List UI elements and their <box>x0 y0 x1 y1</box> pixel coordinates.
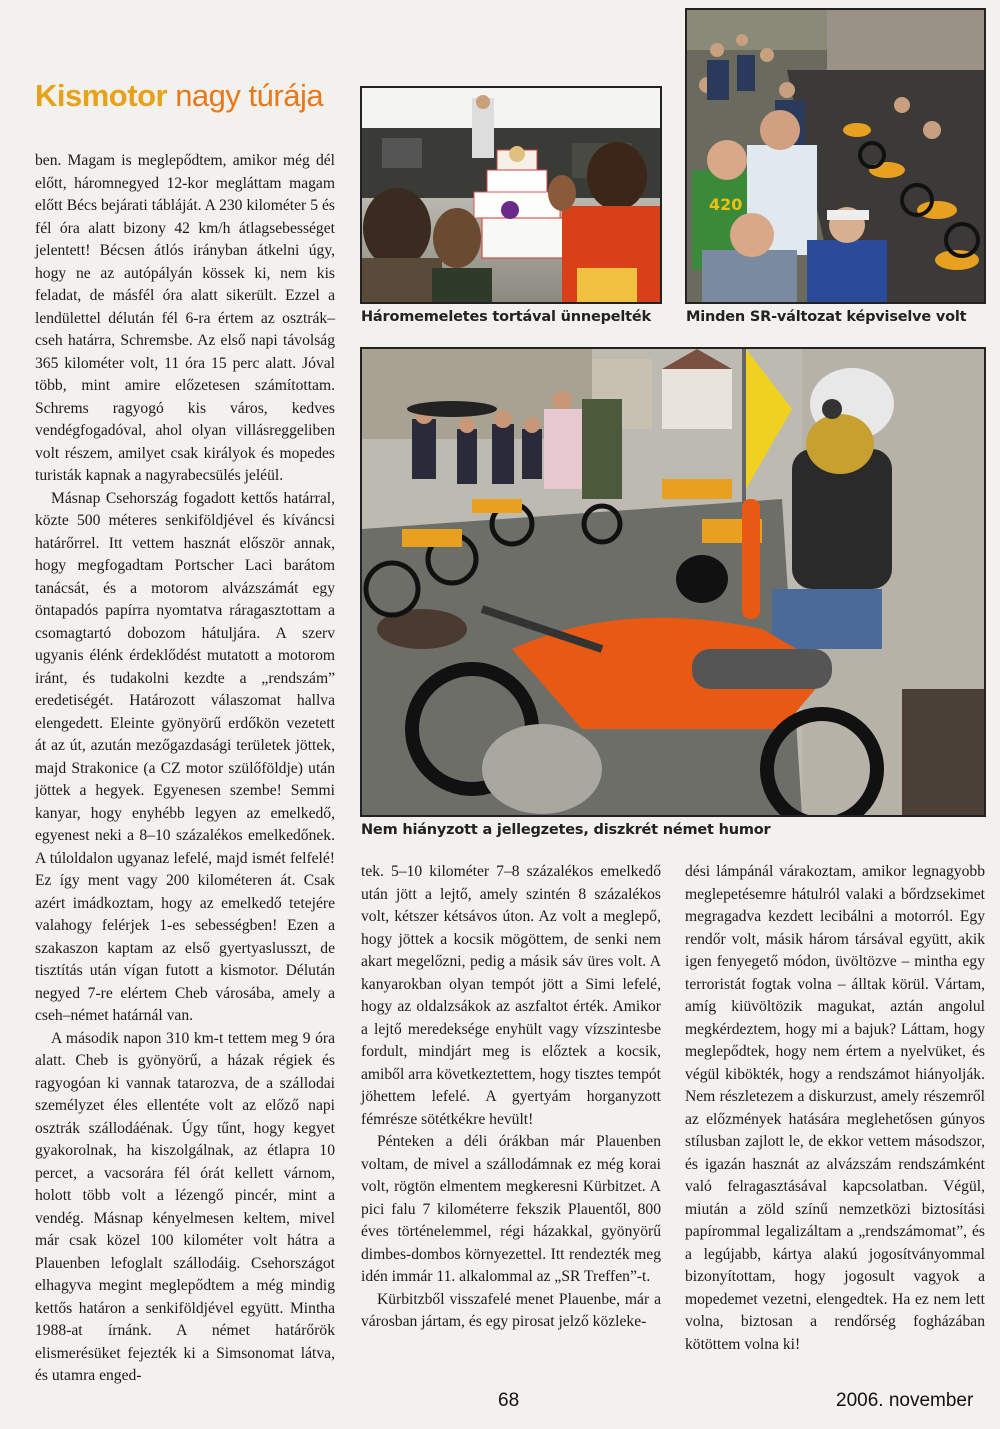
paragraph: tek. 5–10 kilométer 7–8 százalékos emelkedő után jött a lejtő, amely szintén 8 százalékos volt, kétszer kétsávos úton. Az volt a meglepő, hogy jöttek a kocsik mögöttem, de senki nem akart megelőzni, pedig a másik sáv üres volt. A kanyarokban olyan tempót jött a Simi lefelé, hogy az oldalzsákok az aszfaltot érték. Amikor a lejtő meredeksége enyhült vagy vízszintesbe fordult, mindjárt meg is előztek a kocsik, amiből arra következtettem, hogy tisztes tempót jöhettem lefelé. A gyertyám horganyzott fémrésze sötétkékre hevült! <box>361 863 661 1128</box>
caption-cake: Háromemeletes tortával ünnepelték <box>361 309 651 325</box>
paragraph: Kürbitzből visszafelé menet Plauenbe, már a városban jártam, és egy pirosat jelző közleke- <box>361 1290 661 1330</box>
title-rest: nagy túrája <box>167 78 324 113</box>
text-column-2 <box>361 861 661 1334</box>
text-column-1 <box>35 150 335 1388</box>
caption-crowd: Minden SR-változat képviselve volt <box>686 309 967 325</box>
photo-german-humor <box>360 347 986 817</box>
cake-scene-illustration <box>362 88 660 302</box>
photo-cake-celebration <box>360 86 662 304</box>
paragraph: A második napon 310 km-t tettem meg 9 óra alatt. Cheb is gyönyörű, a házak régiek és ragyogóan ki vannak tatarozva, de a szállodai személyzet éles ellentéte volt az előző napi osztrák szállodáénak. Úgy tűnt, hogy kegyet gyakorolnak, ha kiszolgálnak, az étlapra 10 percet, a vacsorára fél órát kellett várnom, holott több volt a lézengő pincér, mint a vendég. Másnap kényelmesen keltem, mivel már csak közel 100 kilométer volt hátra a Plauenben lefoglalt szállodáig. Csehországot elhagyva megint meglepődtem a még mindig kettős határon a senkiföldjével együtt. Mintha 1988-at írnánk. A német határőrök elismerésüket fejezték ki a Simsonomat látva, és utamra enged- <box>35 1029 335 1384</box>
title-bold: Kismotor <box>35 78 168 113</box>
crowd-scene-illustration <box>687 10 984 302</box>
paragraph: Pénteken a déli órákban már Plauenben voltam, de mivel a szállodámnak ez még korai volt, rögtön elmentem megkeresni Kürbitzet. A pici falu 7 kilométerre fekszik Plauentől, 800 éves történelemmel, régi házakkal, gyönyörű dimbes-dombos környezettel. Itt rendezték meg idén immár 11. alkalommal az „SR Treffen”-t. <box>361 1133 661 1285</box>
humor-scene-illustration <box>362 349 984 815</box>
text-column-3 <box>685 861 985 1356</box>
paragraph: Másnap Csehország fogadott kettős határral, közte 500 méteres senkiföldjével és kíváncsi határőrrel. Itt vettem hasznát először annak, hogy megfogadtam Portscher Laci barátom tanácsát, és a motorom alvázszámát egy öntapadós papírra nyomtatva ráragasztottam a csomagtartó dobozom hátuljára. A szerv ugyanis élénk érdeklődést mutatott a motorom iránt, és tudakolni kezdte a „rendszám” eredetiségét. Határozott válaszomat hallva elengedett. Eleinte gyönyörű erdőkön vezetett át az út, azután mezőgazdasági területek jöttek, majd Strakonice (a CZ motor szülőföldje) után jöttek a hegyek. Egyenesen szembe! Semmi kanyar, hogy enyhébb legyen az emelkedő, egyenest neki a 8–10 százalékos emelkedőnek. A túloldalon ugyanaz lefelé, majd ismét felfelé! Ez így ment vagy 200 kilométeren át. Csak azért imádkoztam, hogy az emelkedő tetejére valahogy felérjek 1-es sebességben! Ezen a szakaszon kaptam az első gyertyaslusszt, de tisztítás után vígan futott a kismotor. Délután negyed 7-re elértem Cheb városába, amely a cseh–német határnál van. <box>35 489 335 1024</box>
page-number: 68 <box>498 1390 520 1411</box>
paragraph: dési lámpánál várakoztam, amikor legnagyobb meglepetésemre hátulról valaki a bőrdzsekimet megragadva kezdett lecibálni a motorról. Egy rendőr volt, másik három társával együtt, akik igen fenyegető módon, üvöltözve – mintha egy terroristát fogtak volna – álltak körül. Vártam, amíg kiüvöltözik magukat, aztán angolul megkérdeztem, hogy mi a bajuk? Láttam, hogy meglepődtek, hogy nem értem a nyelvüket, és végül kibökték, hogy a rendszámot hiányolják. Nem részletezem a diskurzust, amely részemről az előzmények hatására meglehetősen gúnyos stílusban zajlott le, de ekkor vettem másodszor, és igazán hasznát az alvázszám rendszámként való felragasztásával kapcsolatban. Végül, miután a zöld színű nemzetközi biztosítási papírommal legalizáltam a „rendszámomat”, és a legújabb, kártya alakú jogosítványommal bizonyítottam, hogy jogosult vagyok a mopedemet vezetni, elengedtek. Ha ez nem lett volna, biztosan a rendőrség fogházában kötöttem volna ki! <box>685 863 985 1353</box>
article-title <box>35 78 323 114</box>
issue-date: 2006. november <box>836 1390 974 1411</box>
caption-humor: Nem hiányzott a jellegzetes, diszkrét német humor <box>361 822 771 838</box>
number-bib-text: 420 <box>709 195 743 214</box>
photo-crowd-motorbikes <box>685 8 986 304</box>
paragraph: ben. Magam is meglepődtem, amikor még dél előtt, háromnegyed 12-kor megláttam magam előtt Bécs bejárati tábláját. A 230 kilométer 5 és fél óra alatt bizony 42 km/h átlagsebességet jelentett! Bécsen átlós irányban átkelni úgy, hogy ne az autópályán kössek ki, nem kis feladat, de másfél óra alatt sikerült. Ezzel a lendülettel délután fél 6-ra értem az osztrák–cseh határra, Schremsbe. Az első napi távolság 365 kilométer volt, 11 óra 15 perc alatt. Jóval több, mint amire előzetesen számítottam. Schrems ragyogó kis város, kedves vendégfogadóval, ahol olyan villásreggeliben volt részem, amilyet csak királyok és mopedes turisták kapnak a nagyrabecsülés jeléül. <box>35 152 335 484</box>
